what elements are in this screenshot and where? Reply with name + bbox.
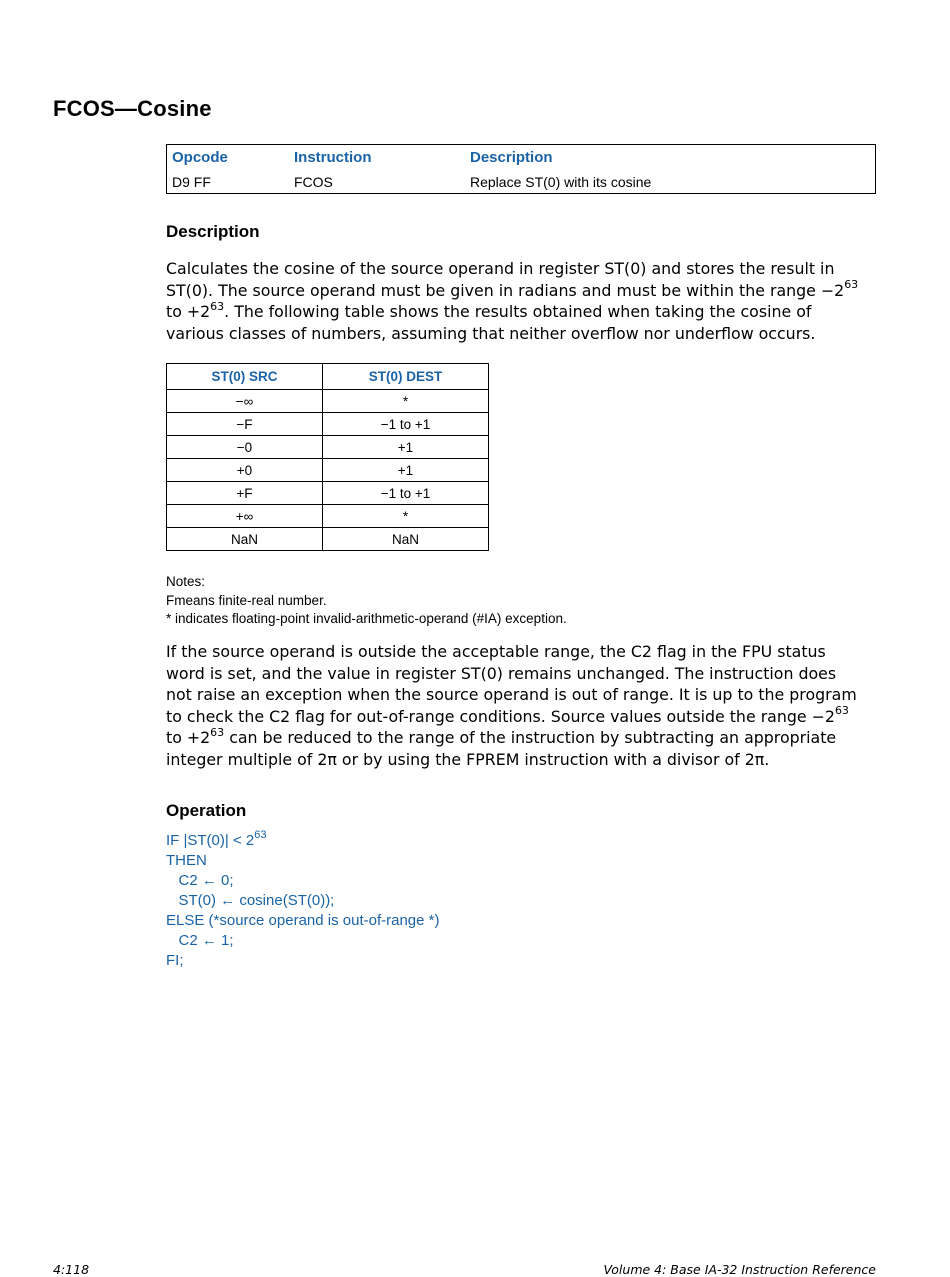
description-heading: Description (166, 222, 260, 241)
dest-cell: * (323, 505, 489, 528)
src-cell: NaN (167, 528, 323, 551)
paragraph-line: Calculates the cosine of the source operand in register ST(0) and stores the result in (166, 259, 835, 278)
instruction-value: FCOS (294, 174, 333, 190)
paragraph-line: to check the C2 flag for out-of-range conditions. Source values outside the range $-2^{63}$ (166, 704, 849, 726)
operation-heading: Operation (166, 801, 247, 820)
opcode-table (166, 144, 876, 194)
results-table (166, 363, 489, 551)
description-value: Replace ST(0) with its cosine (470, 174, 652, 190)
code-line: IF $|ST(0)| < 2^{63}$ (166, 829, 267, 849)
src-column-header: ST(0) SRC (167, 364, 323, 390)
page-title: FCOS—Cosine (53, 96, 212, 121)
src-cell: −F (167, 413, 323, 436)
table-row (167, 528, 489, 551)
document-title-footer: Volume 4: Base IA-32 Instruction Reference (603, 1262, 876, 1277)
paragraph-line: integer multiple of 2π or by using the FPREM instruction with a divisor of 2π. (166, 749, 770, 769)
table-row (167, 436, 489, 459)
dest-cell: −1 to +1 (323, 413, 489, 436)
notes (166, 573, 567, 629)
code-line: C2 ← 1; (166, 932, 234, 949)
paragraph-line: ST(0). The source operand must be given in radians and must be within the range $-2^{63}$ (166, 278, 859, 300)
src-cell: +∞ (167, 505, 323, 528)
code-line: ELSE (*source operand is out-of-range *) (166, 912, 440, 929)
src-cell: −∞ (167, 390, 323, 413)
table-row (167, 413, 489, 436)
code-line: C2 ← 0; (166, 872, 234, 889)
table-row (167, 482, 489, 505)
range-paragraph (166, 641, 878, 770)
code-line: FI; (166, 952, 184, 969)
notes-label: Notes: (166, 574, 206, 589)
dest-column-header: ST(0) DEST (323, 364, 489, 390)
code-line: THEN (166, 852, 207, 869)
paragraph-line: to $+2^{63}$. The following table shows the results obtained when taking the cosine of (166, 299, 812, 321)
table-row (167, 390, 489, 413)
description-paragraph (166, 258, 878, 344)
code-line: ST(0) ← cosine(ST(0)); (166, 892, 335, 909)
page-number: 4:118 (53, 1262, 90, 1277)
paragraph-line: various classes of numbers, assuming that neither overflow nor underflow occurs. (166, 323, 816, 343)
paragraph-line: word is set, and the value in register ST(0) remains unchanged. The instruction does (166, 663, 837, 683)
paragraph-line: not raise an exception when the source operand is out of range. It is up to the program (166, 685, 857, 704)
operation-code (166, 831, 439, 971)
dest-cell: +1 (323, 436, 489, 459)
paragraph-line: If the source operand is outside the acceptable range, the C2 flag in the FPU status (166, 642, 826, 661)
opcode-header: Opcode (172, 149, 228, 166)
dest-cell: NaN (323, 528, 489, 551)
note-exception: * indicates floating-point invalid-arithmetic-operand (#IA) exception. (166, 611, 567, 626)
src-cell: +F (167, 482, 323, 505)
note-finite: Fmeans finite-real number. (166, 592, 327, 608)
table-row (167, 505, 489, 528)
paragraph-line: to $+2^{63}$ can be reduced to the range of the instruction by subtracting an appropriate (166, 725, 837, 747)
table-header-row (167, 364, 489, 390)
description-header: Description (470, 149, 553, 166)
instruction-header: Instruction (294, 149, 372, 166)
table-row (167, 459, 489, 482)
opcode-value: D9 FF (172, 174, 211, 190)
dest-cell: * (323, 390, 489, 413)
src-cell: −0 (167, 436, 323, 459)
dest-cell: +1 (323, 459, 489, 482)
dest-cell: −1 to +1 (323, 482, 489, 505)
src-cell: +0 (167, 459, 323, 482)
